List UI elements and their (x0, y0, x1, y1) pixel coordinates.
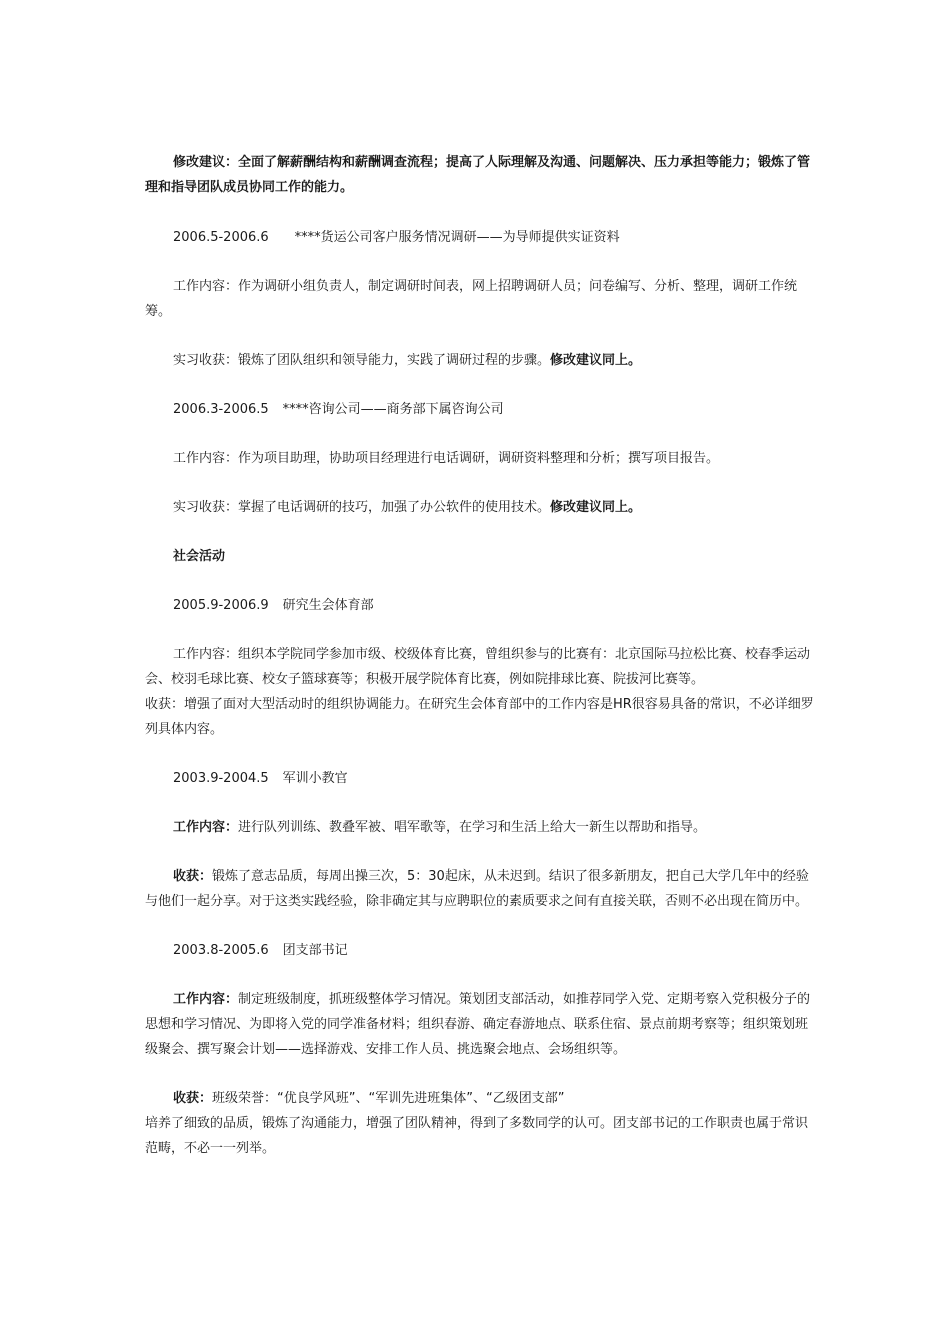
gain-label: 收获： (173, 1091, 213, 1106)
revision-suggestion: 修改建议：全面了解薪酬结构和薪酬调查流程；提高了人际理解及沟通、问题解决、压力承担等能力；锻炼了管理和指导团队成员协同工作的能力。 (145, 155, 811, 195)
entry-title: 研究生会体育部 (282, 598, 374, 613)
work-content: 工作内容：组织本学院同学参加市级、校级体育比赛，曾组织参与的比赛有：北京国际马拉松比赛、校春季运动会、校羽毛球比赛、校女子篮球赛等；积极开展学院体育比赛，例如院排球比赛、院拔河比赛等。 (145, 647, 811, 687)
work-content (145, 815, 815, 840)
entry-header (145, 766, 815, 791)
document-page (145, 150, 815, 1161)
work-content: 工作内容：作为调研小组负责人，制定调研时间表，网上招聘调研人员；问卷编写、分析、整理，调研工作统筹。 (145, 279, 798, 319)
entry-title: 军训小教官 (282, 771, 348, 786)
entry-title: 团支部书记 (282, 943, 348, 958)
entry-title: ****货运公司客户服务情况调研——为导师提供实证资料 (294, 230, 620, 245)
work-content: 工作内容：作为项目助理，协助项目经理进行电话调研，调研资料整理和分析；撰写项目报告。 (173, 451, 720, 466)
internship-gain (145, 348, 815, 373)
entry-title: ****咨询公司——商务部下属咨询公司 (282, 402, 504, 417)
gain-suggestion: 修改建议同上。 (550, 500, 642, 515)
work-text: 制定班级制度，抓班级整体学习情况。策划团支部活动，如推荐同学入党、定期考察入党积极分子的思想和学习情况、为即将入党的同学准备材料；组织春游、确定春游地点、联系住宿、景点前期考察等；组织策划班级聚会、撰写聚会计划——选择游戏、安排工作人员、挑选聚会地点、会场组织等。 (145, 992, 811, 1057)
entry-header (145, 593, 815, 618)
gain-text: 实习收获：掌握了电话调研的技巧，加强了办公软件的使用技术。 (173, 500, 551, 515)
entry-header (145, 397, 815, 422)
internship-gain (145, 495, 815, 520)
entry-date: 2006.5-2006.6 (173, 230, 269, 245)
work-text: 进行队列训练、教叠军被、唱军歌等，在学习和生活上给大一新生以帮助和指导。 (238, 820, 707, 835)
activity-gain (145, 1086, 815, 1111)
entry-date: 2005.9-2006.9 (173, 598, 269, 613)
gain-text: 实习收获：锻炼了团队组织和领导能力，实践了调研过程的步骤。 (173, 353, 551, 368)
work-content (145, 987, 815, 1062)
gain-text: 锻炼了意志品质，每周出操三次，5：30起床，从未迟到。结识了很多新朋友，把自己大学几年中的经验与他们一起分享。对于这类实践经验，除非确定其与应聘职位的素质要求之间有直接关联，否则不必出现在简历中。 (145, 869, 809, 909)
gain-label: 收获： (173, 869, 213, 884)
entry-header (145, 938, 815, 963)
work-label: 工作内容： (173, 820, 239, 835)
entry-date: 2003.9-2004.5 (173, 771, 269, 786)
section-title: 社会活动 (173, 549, 226, 564)
activity-gain-detail: 培养了细致的品质，锻炼了沟通能力，增强了团队精神，得到了多数同学的认可。团支部书记的工作职责也属于常识范畴，不必一一列举。 (145, 1116, 809, 1156)
activity-gain (145, 864, 815, 914)
gain-suggestion: 修改建议同上。 (550, 353, 642, 368)
entry-date: 2006.3-2006.5 (173, 402, 269, 417)
gain-text: 班级荣誉：“优良学风班”、“军训先进班集体”、“乙级团支部” (212, 1091, 565, 1106)
work-label: 工作内容： (173, 992, 239, 1007)
activity-gain: 收获：增强了面对大型活动时的组织协调能力。在研究生会体育部中的工作内容是HR很容易具备的常识，不必详细罗列具体内容。 (145, 697, 814, 737)
entry-date: 2003.8-2005.6 (173, 943, 269, 958)
entry-header (145, 225, 815, 250)
